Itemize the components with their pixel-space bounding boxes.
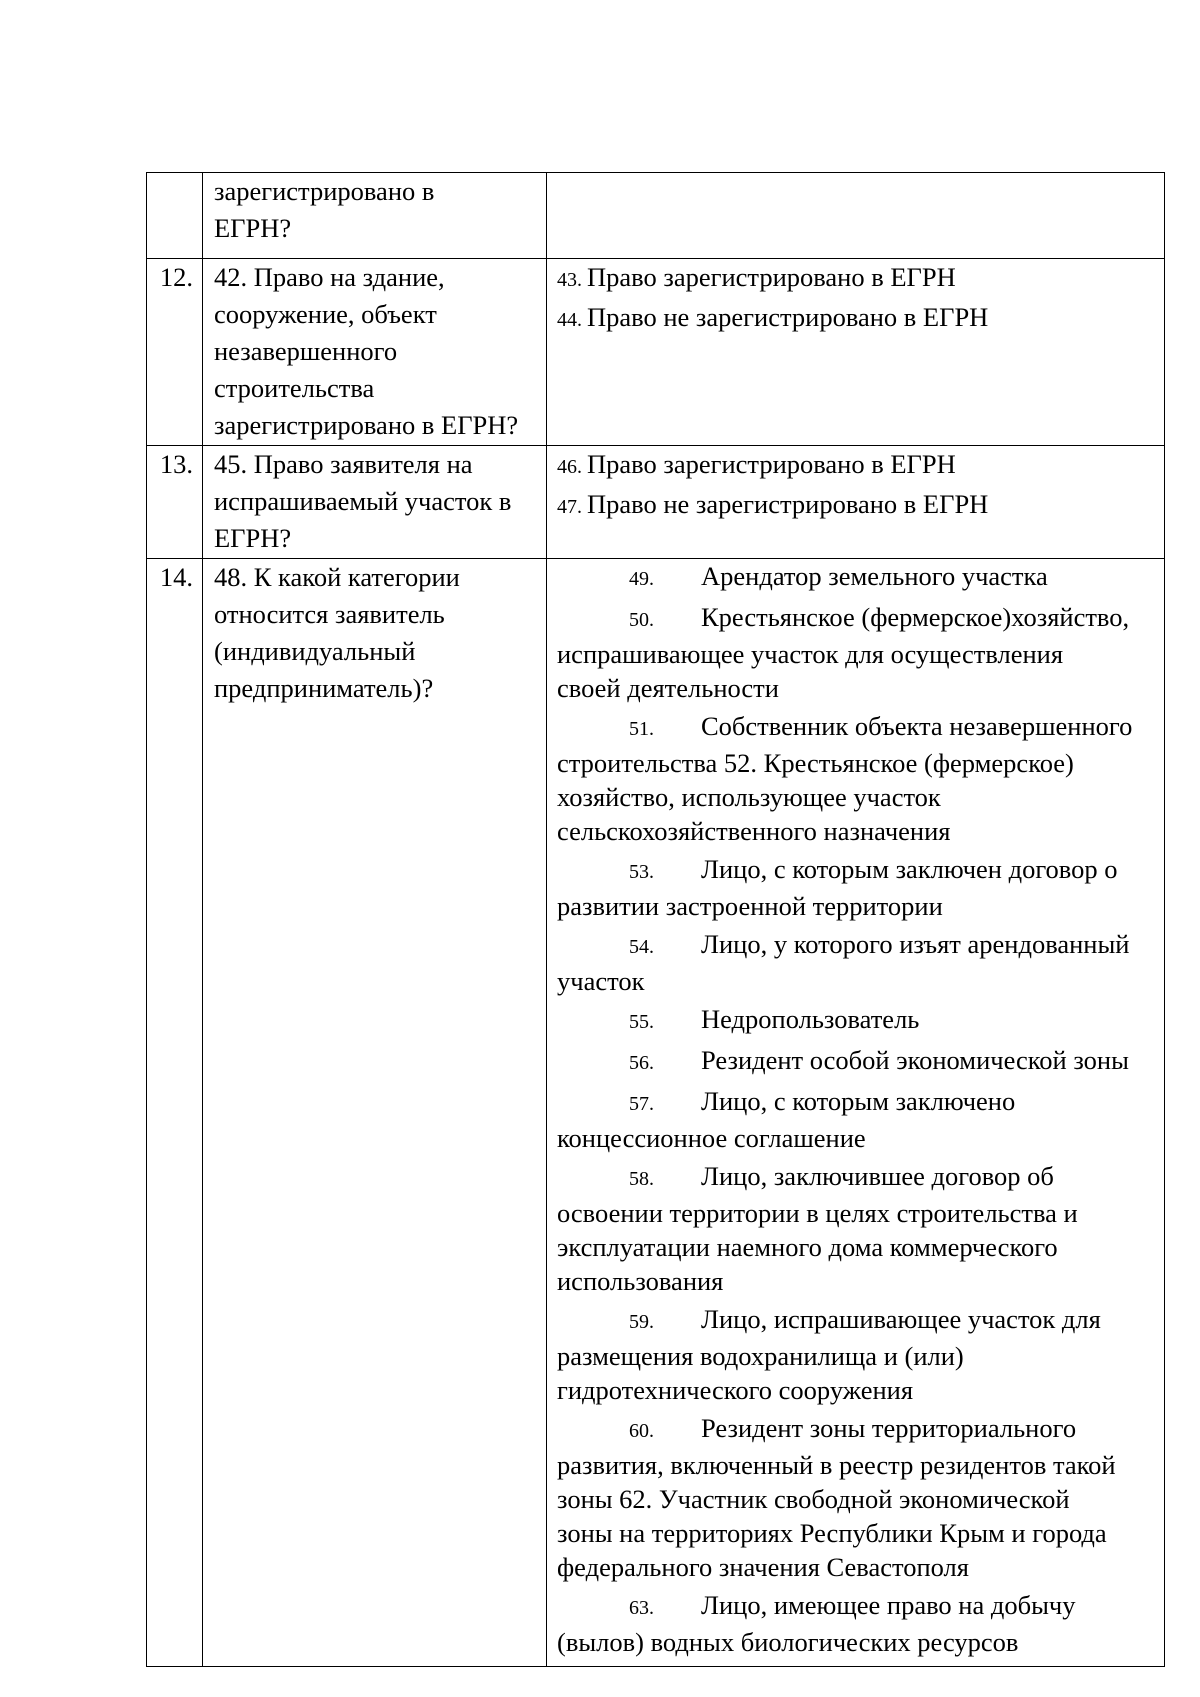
option-line <box>557 1196 1162 1230</box>
category-option <box>557 1411 1162 1584</box>
option-text: Крестьянское (фермерское)хозяйство, <box>701 602 1130 632</box>
question-line: относится заявитель <box>214 599 445 629</box>
answer-item <box>557 299 1162 339</box>
option-line <box>557 671 1162 705</box>
questionnaire-table <box>146 172 1165 1667</box>
option-number: 54. <box>629 936 654 958</box>
row-number <box>147 173 203 259</box>
option-number: 53. <box>629 861 654 883</box>
question-line: ЕГРН? <box>214 213 292 243</box>
option-text: участок <box>557 966 645 996</box>
option-text: зоны 62. Участник свободной экономической <box>557 1484 1070 1514</box>
option-number: 58. <box>629 1168 654 1190</box>
category-option <box>557 1084 1162 1155</box>
question-line: 45. Право заявителя на <box>214 449 473 479</box>
question-line: незавершенного <box>214 336 398 366</box>
question-line: строительства <box>214 373 375 403</box>
option-text: зоны на территориях Республики Крым и города <box>557 1518 1107 1548</box>
row-number: 13. <box>147 446 203 559</box>
question-line: (индивидуальный <box>214 636 416 666</box>
category-option <box>557 1002 1162 1039</box>
option-text: Лицо, с которым заключено <box>701 1086 1016 1116</box>
option-line <box>557 780 1162 814</box>
option-text: Собственник объекта незавершенного <box>701 711 1133 741</box>
option-text: развития, включенный в реестр резидентов такой <box>557 1450 1116 1480</box>
question-cell <box>203 173 547 259</box>
option-line <box>557 1264 1162 1298</box>
option-line <box>557 1302 1162 1339</box>
answer-text: Право не зарегистрировано в ЕГРН <box>587 489 989 519</box>
option-text: использования <box>557 1266 724 1296</box>
option-line <box>557 927 1162 964</box>
question-cell <box>203 446 547 559</box>
category-option <box>557 1043 1162 1080</box>
category-option <box>557 927 1162 998</box>
option-text: испрашивающее участок для осуществления <box>557 639 1064 669</box>
table-row <box>147 559 1165 1667</box>
option-line <box>557 852 1162 889</box>
question-line: испрашиваемый участок в <box>214 486 512 516</box>
option-line <box>557 1084 1162 1121</box>
table-body <box>147 173 1165 1667</box>
answer-text: Право зарегистрировано в ЕГРН <box>587 449 956 479</box>
option-line <box>557 1550 1162 1584</box>
option-text: Резидент особой экономической зоны <box>701 1045 1129 1075</box>
row-number: 12. <box>147 259 203 446</box>
option-text: Лицо, с которым заключен договор о <box>701 854 1118 884</box>
option-line <box>557 1588 1162 1625</box>
table-row <box>147 259 1165 446</box>
answer-number: 47. <box>557 496 587 518</box>
option-text: Лицо, заключившее договор об <box>701 1161 1054 1191</box>
option-text: гидротехнического сооружения <box>557 1375 914 1405</box>
option-number: 51. <box>629 718 654 740</box>
category-option <box>557 1159 1162 1298</box>
question-line: зарегистрировано в <box>214 176 435 206</box>
answer-number: 43. <box>557 269 587 291</box>
option-line <box>557 1373 1162 1407</box>
question-line: 42. Право на здание, <box>214 262 445 292</box>
row-number: 14. <box>147 559 203 1667</box>
question-line: 48. К какой категории <box>214 562 460 592</box>
question-cell <box>203 559 547 1667</box>
option-line <box>557 964 1162 998</box>
question-line: ЕГРН? <box>214 523 292 553</box>
option-line <box>557 1448 1162 1482</box>
option-line <box>557 814 1162 848</box>
answer-item <box>557 446 1162 486</box>
option-line <box>557 709 1162 746</box>
option-line <box>557 1339 1162 1373</box>
option-line <box>557 637 1162 671</box>
question-line: предприниматель)? <box>214 673 434 703</box>
option-line <box>557 600 1162 637</box>
category-option <box>557 559 1162 596</box>
option-line <box>557 889 1162 923</box>
option-text: федерального значения Севастополя <box>557 1552 969 1582</box>
category-option <box>557 1302 1162 1407</box>
option-text: Арендатор земельного участка <box>701 561 1048 591</box>
answer-cell <box>547 173 1165 259</box>
answer-cell <box>547 259 1165 446</box>
option-line <box>557 1230 1162 1264</box>
option-number: 50. <box>629 609 654 631</box>
category-option <box>557 1588 1162 1659</box>
option-text: Резидент зоны территориального <box>701 1413 1077 1443</box>
option-text: (вылов) водных биологических ресурсов <box>557 1627 1019 1657</box>
option-line <box>557 1516 1162 1550</box>
answer-number: 44. <box>557 309 587 331</box>
option-text: Лицо, у которого изъят арендованный <box>701 929 1130 959</box>
answer-item <box>557 486 1162 526</box>
option-line <box>557 1159 1162 1196</box>
option-number: 60. <box>629 1420 654 1442</box>
table-row <box>147 446 1165 559</box>
category-option <box>557 852 1162 923</box>
option-line <box>557 746 1162 780</box>
answer-text: Право не зарегистрировано в ЕГРН <box>587 302 989 332</box>
option-text: концессионное соглашение <box>557 1123 866 1153</box>
option-text: сельскохозяйственного назначения <box>557 816 951 846</box>
option-number: 59. <box>629 1311 654 1333</box>
option-number: 57. <box>629 1093 654 1115</box>
answer-cell <box>547 559 1165 1667</box>
option-line <box>557 1625 1162 1659</box>
option-line <box>557 1002 1162 1039</box>
answer-cell <box>547 446 1165 559</box>
option-number: 55. <box>629 1011 654 1033</box>
option-text: своей деятельности <box>557 673 779 703</box>
option-number: 56. <box>629 1052 654 1074</box>
answer-number: 46. <box>557 456 587 478</box>
option-number: 49. <box>629 568 654 590</box>
option-number: 63. <box>629 1597 654 1619</box>
question-line: сооружение, объект <box>214 299 437 329</box>
option-text: развитии застроенной территории <box>557 891 943 921</box>
option-text: размещения водохранилища и (или) <box>557 1341 964 1371</box>
category-option <box>557 600 1162 705</box>
option-line <box>557 559 1162 596</box>
option-text: эксплуатации наемного дома коммерческого <box>557 1232 1058 1262</box>
option-text: освоении территории в целях строительства и <box>557 1198 1078 1228</box>
option-line <box>557 1043 1162 1080</box>
option-line <box>557 1411 1162 1448</box>
option-text: хозяйство, использующее участок <box>557 782 941 812</box>
option-line <box>557 1121 1162 1155</box>
category-option <box>557 709 1162 848</box>
answer-item <box>557 259 1162 299</box>
question-line: зарегистрировано в ЕГРН? <box>214 410 519 440</box>
table-row <box>147 173 1165 259</box>
option-text: Лицо, испрашивающее участок для <box>701 1304 1101 1334</box>
answer-text: Право зарегистрировано в ЕГРН <box>587 262 956 292</box>
option-text: строительства 52. Крестьянское (фермерское) <box>557 748 1074 778</box>
option-text: Лицо, имеющее право на добычу <box>701 1590 1076 1620</box>
question-cell <box>203 259 547 446</box>
option-text: Недропользователь <box>701 1004 920 1034</box>
option-line <box>557 1482 1162 1516</box>
